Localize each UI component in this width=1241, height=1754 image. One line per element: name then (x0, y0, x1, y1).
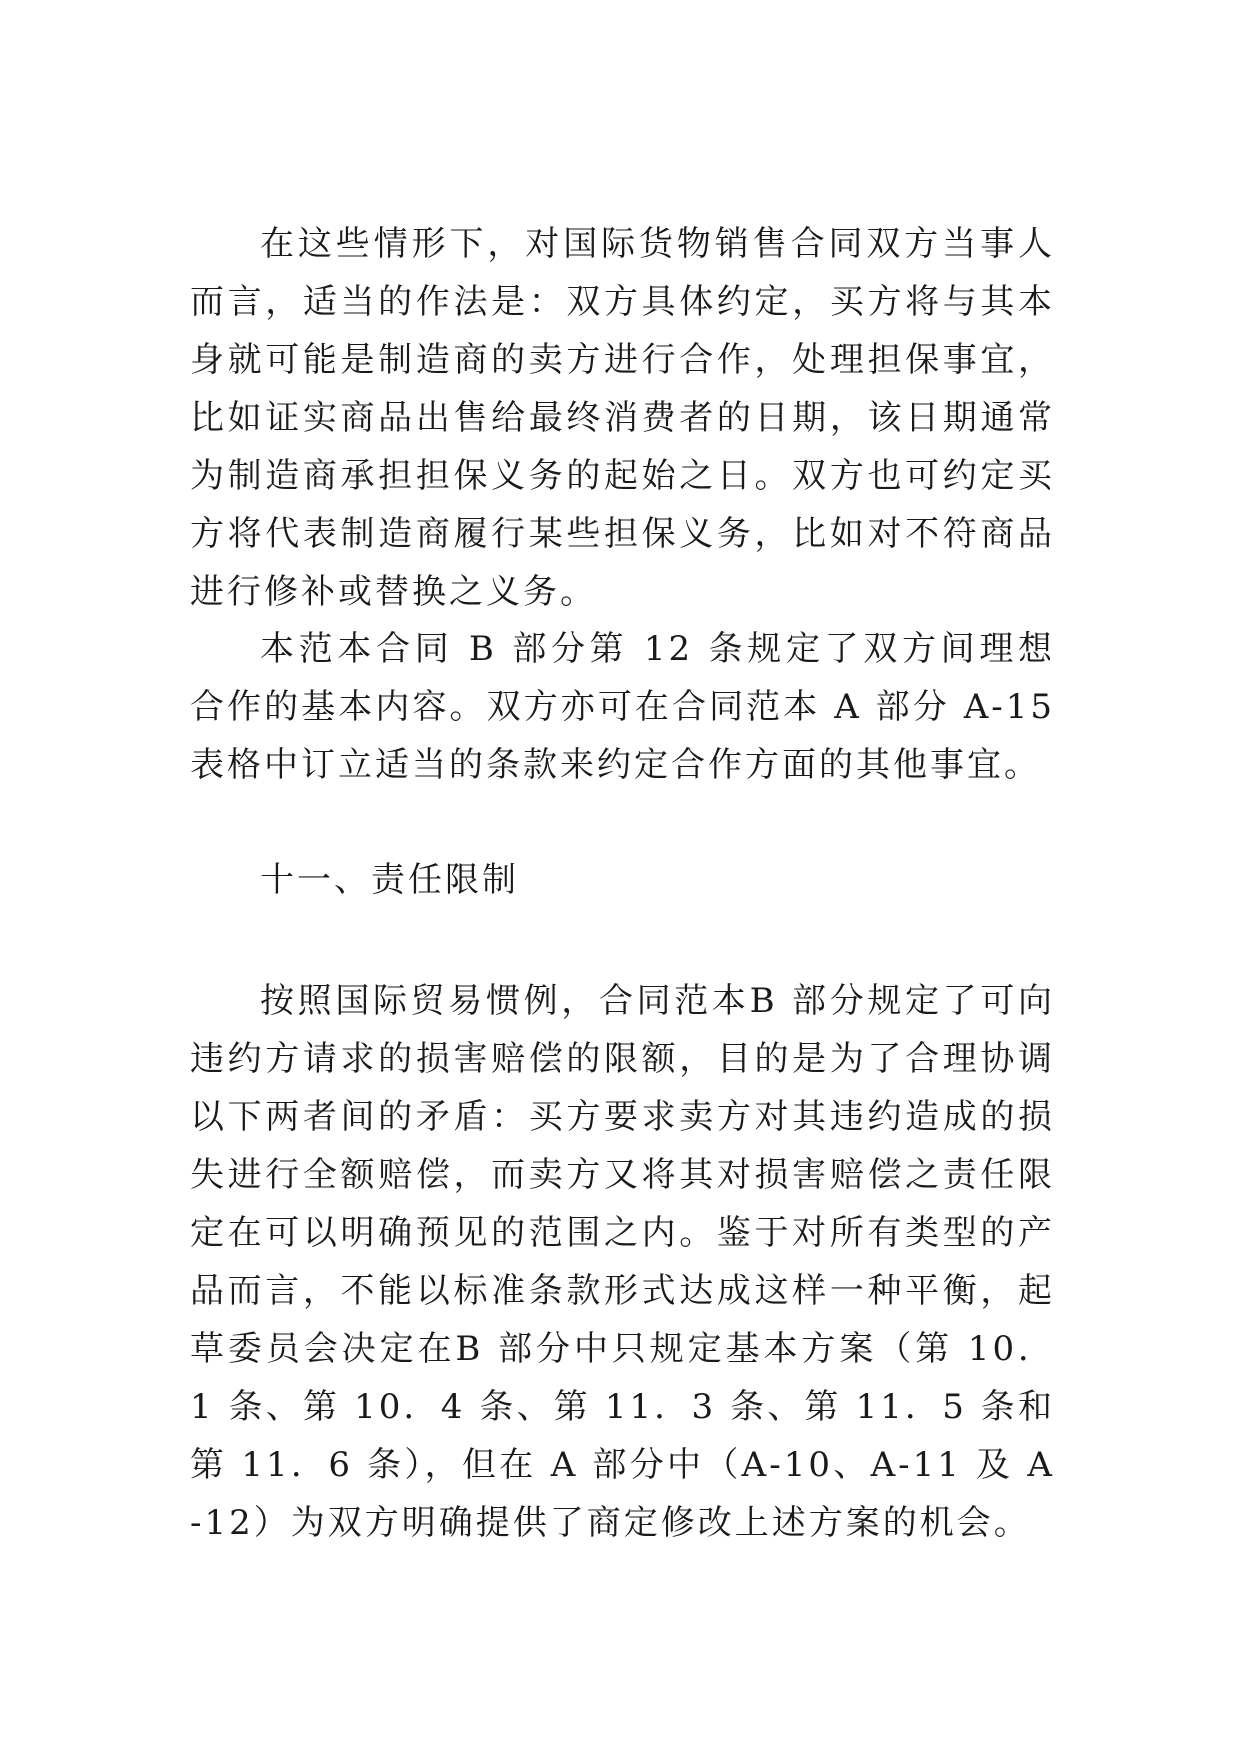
paragraph-cooperation-clause: 本范本合同 B 部分第 12 条规定了双方间理想合作的基本内容。双方亦可在合同范本 A 部分 A-15 表格中订立适当的条款来约定合作方面的其他事宜。 (190, 629, 1055, 785)
paragraph-liability-limitation: 按照国际贸易惯例，合同范本B 部分规定了可向违约方请求的损害赔偿的限额，目的是为了合理协调以下两者间的矛盾：买方要求卖方对其违约造成的损失进行全额赔偿，而卖方又将其对损害赔偿之责任限定在可以明确预见的范围之内。鉴于对所有类型的产品而言，不能以标准条款形式达成这样一种平衡，起草委员会决定在B 部分中只规定基本方案（第 10．1 条、第 10．4 条、第 11．3 条、第 11．5 条和第 11．6 条），但在 A 部分中（A-10、A-11 及 A-12）为双方明确提供了商定修改上述方案的机会。 (190, 981, 1055, 1543)
section-heading: 十一、责任限制 (260, 860, 519, 900)
paragraph-warranty-cooperation: 在这些情形下，对国际货物销售合同双方当事人而言，适当的作法是：双方具体约定，买方将与其本身就可能是制造商的卖方进行合作，处理担保事宜，比如证实商品出售给最终消费者的日期，该日期通常为制造商承担担保义务的起始之日。双方也可约定买方将代表制造商履行某些担保义务，比如对不符商品进行修补或替换之义务。 (190, 224, 1055, 612)
